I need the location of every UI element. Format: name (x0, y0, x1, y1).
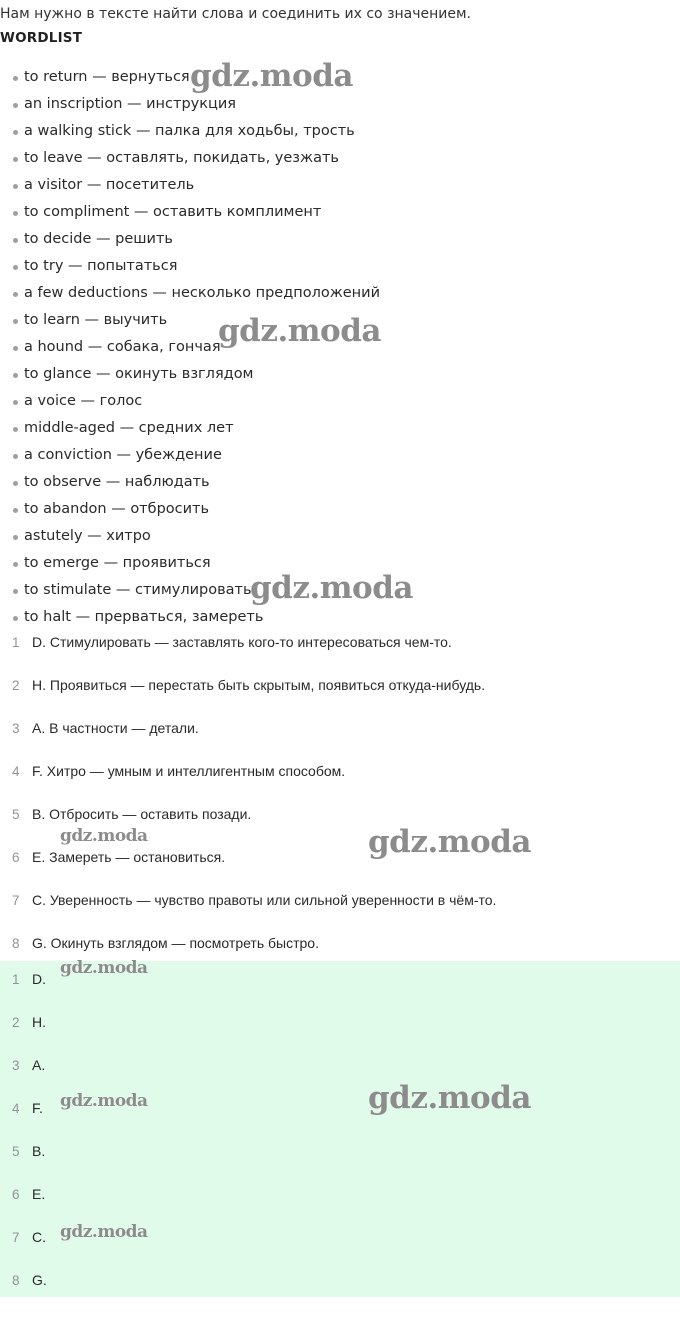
item-text: A. В частности — детали. (32, 720, 199, 736)
wordlist-item: a few deductions — несколько предположений (0, 280, 380, 307)
wordlist-item: a visitor — посетитель (0, 172, 380, 199)
item-text: E. Замереть — остановиться. (32, 849, 226, 865)
wordlist-item: to compliment — оставить комплимент (0, 199, 380, 226)
item-text: C. Уверенность — чувство правоты или сильной уверенности в чём-то. (32, 892, 497, 908)
wordlist-item: a voice — голос (0, 388, 380, 415)
watermark: gdz.moda (368, 1080, 531, 1116)
watermark: gdz.moda (60, 1091, 148, 1111)
watermark: gdz.moda (218, 313, 381, 349)
item-number: 8 (12, 936, 20, 951)
wordlist-item: astutely — хитро (0, 523, 380, 550)
wordlist-item: to observe — наблюдать (0, 469, 380, 496)
item-number: 1 (12, 635, 20, 650)
item-number: 3 (12, 721, 20, 736)
item-text: E. (32, 1186, 46, 1202)
watermark: gdz.moda (60, 826, 148, 846)
item-number: 5 (12, 1144, 20, 1159)
item-number: 5 (12, 807, 20, 822)
answer-box (0, 961, 680, 1297)
wordlist-item: a walking stick — палка для ходьбы, трость (0, 118, 380, 145)
wordlist-item: to decide — решить (0, 226, 380, 253)
wordlist-item: to glance — окинуть взглядом (0, 361, 380, 388)
intro-text: Нам нужно в тексте найти слова и соединить их со значением. (0, 6, 472, 22)
wordlist-heading: WORDLIST (0, 30, 83, 46)
watermark: gdz.moda (190, 58, 353, 94)
watermark: gdz.moda (368, 824, 531, 860)
item-number: 6 (12, 850, 20, 865)
watermark: gdz.moda (60, 1222, 148, 1242)
wordlist-item: an inscription — инструкция (0, 91, 380, 118)
item-number: 7 (12, 893, 20, 908)
item-text: G. (32, 1272, 47, 1288)
item-number: 1 (12, 972, 20, 987)
item-text: F. Хитро — умным и интеллигентным способом. (32, 763, 346, 779)
item-text: B. Отбросить — оставить позади. (32, 806, 252, 822)
item-text: D. Стимулировать — заставлять кого-то интересоваться чем-то. (32, 634, 452, 650)
wordlist-item: to abandon — отбросить (0, 496, 380, 523)
item-number: 4 (12, 1101, 20, 1116)
item-text: D. (32, 971, 46, 987)
item-number: 8 (12, 1273, 20, 1288)
item-number: 4 (12, 764, 20, 779)
wordlist-item: a hound — собака, гончая (0, 334, 380, 361)
item-text: C. (32, 1229, 46, 1245)
item-text: B. (32, 1143, 46, 1159)
item-number: 3 (12, 1058, 20, 1073)
wordlist-item: middle-aged — средних лет (0, 415, 380, 442)
watermark: gdz.moda (60, 958, 148, 978)
item-text: G. Окинуть взглядом — посмотреть быстро. (32, 935, 319, 951)
item-number: 2 (12, 678, 20, 693)
wordlist-item: to return — вернуться (0, 64, 380, 91)
item-number: 7 (12, 1230, 20, 1245)
wordlist-item: a conviction — убеждение (0, 442, 380, 469)
wordlist-item: to learn — выучить (0, 307, 380, 334)
item-text: A. (32, 1057, 46, 1073)
wordlist-item: to emerge — проявиться (0, 550, 380, 577)
wordlist-item: to halt — прерваться, замереть (0, 604, 380, 631)
item-text: H. (32, 1014, 46, 1030)
watermark: gdz.moda (250, 570, 413, 606)
item-text: F. (32, 1100, 43, 1116)
item-text: H. Проявиться — перестать быть скрытым, появиться откуда-нибудь. (32, 677, 486, 693)
wordlist-item: to try — попытаться (0, 253, 380, 280)
item-number: 2 (12, 1015, 20, 1030)
wordlist-item: to stimulate — стимулировать (0, 577, 380, 604)
wordlist-item: to leave — оставлять, покидать, уезжать (0, 145, 380, 172)
item-number: 6 (12, 1187, 20, 1202)
